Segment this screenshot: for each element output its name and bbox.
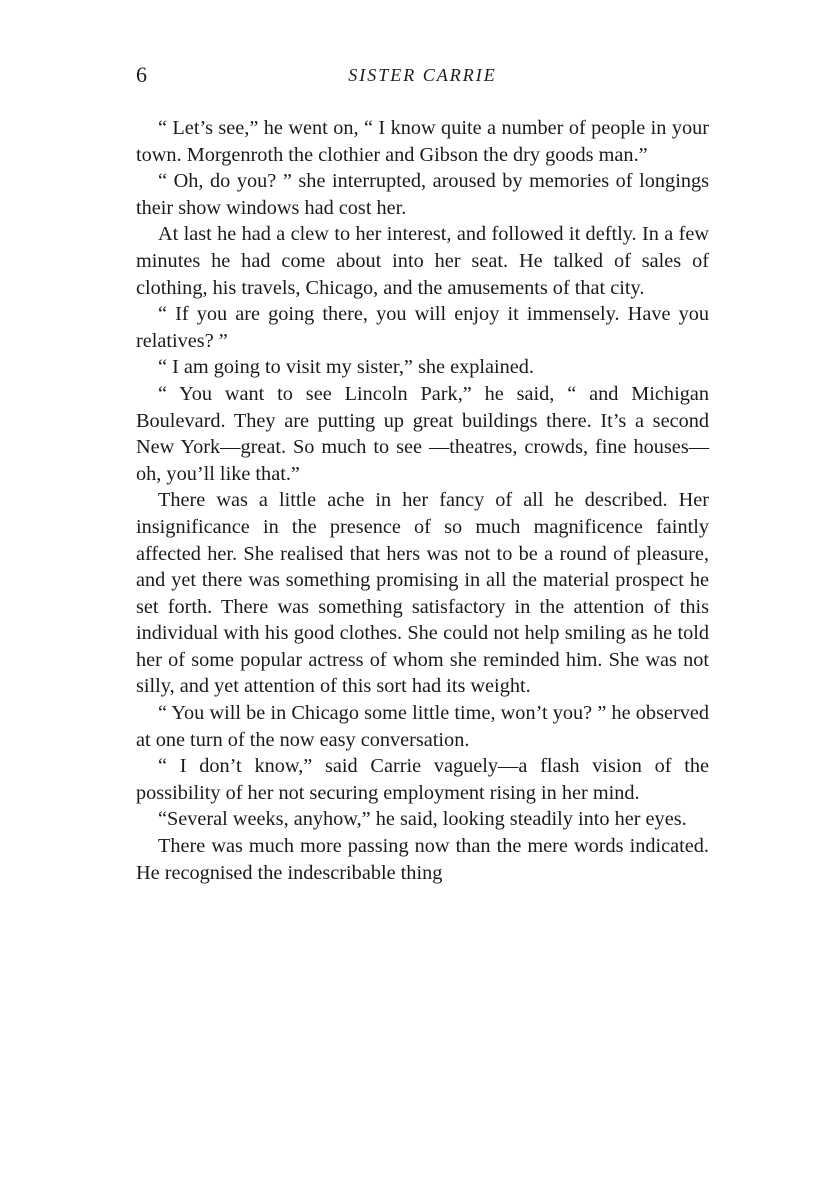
paragraph: “ You want to see Lincoln Park,” he said, “ and Michigan Boulevard. They are putting up great buildings there. It’s a second New York—great. So much to see —theatres, crowds, fine houses—oh, you’ll like that.” [136,382,709,485]
paragraph: “ Let’s see,” he went on, “ I know quite a number of people in your town. Morgenroth the clothier and Gibson the dry goods man.” [136,117,709,166]
paragraph: “Several weeks, anyhow,” he said, looking steadily into her eyes. [158,808,687,831]
paragraph: “ If you are going there, you will enjoy it immensely. Have you relatives? ” [136,303,709,352]
page-number: 6 [136,62,147,87]
paragraph: “ I am going to visit my sister,” she explained. [158,356,535,379]
running-head [136,60,709,90]
paragraph: At last he had a clew to her interest, and followed it deftly. In a few minutes he had come about into her seat. He talked of sales of clothing, his travels, Chicago, and the amusements of that city. [136,223,709,299]
book-title: SISTER CARRIE [348,65,497,85]
paragraph: There was much more passing now than the mere words indicated. He recognised the indescribable thing [136,835,709,884]
paragraph: “ I don’t know,” said Carrie vaguely—a flash vision of the possibility of her not securing employment rising in her mind. [136,755,709,804]
paragraph: There was a little ache in her fancy of all he described. Her insignificance in the presence of so much magnificence faintly affected her. She realised that hers was not to be a round of pleasure, and yet there was something promising in all the material prospect he set forth. There was something satisfactory in the attention of this individual with his good clothes. She could not help smiling as he told her of some popular actress of whom she reminded him. She was not silly, and yet attention of this sort had its weight. [136,489,709,698]
paragraph: “ You will be in Chicago some little time, won’t you? ” he observed at one turn of the now easy conversation. [136,702,709,751]
paragraph: “ Oh, do you? ” she interrupted, aroused by memories of longings their show windows had cost her. [136,170,709,219]
body-text [136,115,709,886]
